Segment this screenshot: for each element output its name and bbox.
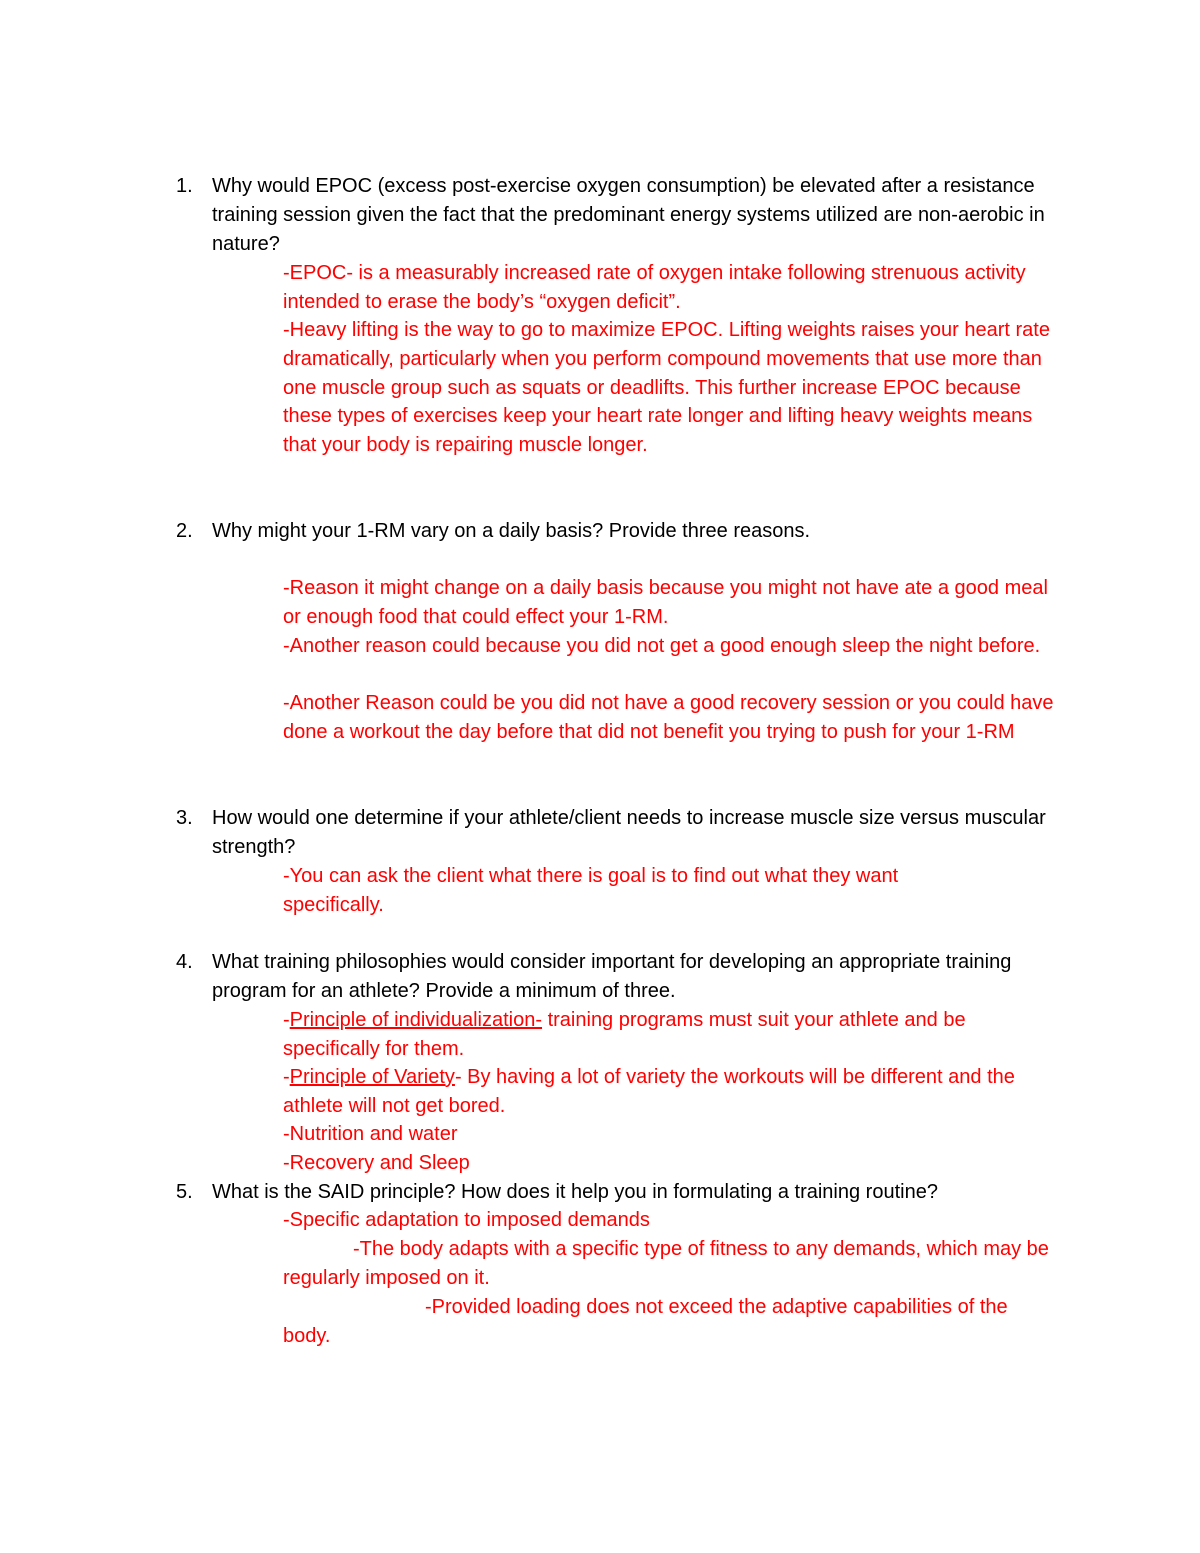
answer-paragraph (283, 1063, 1058, 1121)
answer-paragraph: -You can ask the client what there is goal is to find out what they want specifically. (283, 865, 899, 916)
answer-paragraph: -EPOC- is a measurably increased rate of oxygen intake following strenuous activity intended to erase the body’s “oxygen deficit”. (283, 262, 1026, 313)
question-number: 3. (176, 807, 193, 829)
principle-term: Principle of individualization- (289, 1009, 543, 1031)
question-text: Why might your 1-RM vary on a daily basis? Provide three reasons. (212, 520, 811, 542)
question-5 (176, 1178, 1072, 1207)
answer-paragraph: -Heavy lifting is the way to go to maximize EPOC. Lifting weights raises your heart rate dramatically, particularly when you perform compound movements that use more than one muscle group such as squats or deadlifts. This further increase EPOC because these types of exercises keep your heart rate longer and lifting heavy weights means that your body is repairing muscle longer. (283, 319, 1050, 457)
question-text: Why would EPOC (excess post-exercise oxygen consumption) be elevated after a resistance training session given the fact that the predominant energy systems utilized are non-aerobic in nature? (212, 175, 1045, 255)
answer-paragraph: -Reason it might change on a daily basis because you might not have ate a good meal or enough food that could effect your 1-RM. (283, 577, 1048, 628)
answer-paragraph: -Another Reason could be you did not have a good recovery session or you could have done a workout the day before that did not benefit you trying to push for your 1-RM (283, 692, 1054, 743)
question-number: 4. (176, 951, 193, 973)
question-text: How would one determine if your athlete/client needs to increase muscle size versus muscular strength? (212, 807, 1046, 858)
question-1 (176, 172, 1072, 258)
answer-paragraph (283, 1006, 1058, 1064)
answer-paragraph: -Provided loading does not exceed the adaptive capabilities of the body. (283, 1296, 1008, 1347)
answer-paragraph: -The body adapts with a specific type of fitness to any demands, which may be regularly imposed on it. (283, 1238, 1049, 1289)
question-2 (176, 517, 1072, 546)
question-number: 1. (176, 175, 193, 197)
answer-rest: training programs must suit your athlete and be specifically for them. (283, 1009, 966, 1060)
question-text: What is the SAID principle? How does it help you in formulating a training routine? (212, 1181, 938, 1203)
answer-paragraph: -Another reason could because you did not get a good enough sleep the night before. (283, 635, 1041, 657)
question-number: 5. (176, 1181, 193, 1203)
answer-dash: - (283, 1009, 290, 1031)
question-text: What training philosophies would consider important for developing an appropriate training program for an athlete? Provide a minimum of three. (212, 951, 1012, 1002)
answer-paragraph: -Recovery and Sleep (283, 1152, 470, 1174)
question-3 (176, 804, 1072, 862)
principle-term: Principle of Variety (289, 1066, 455, 1088)
question-4 (176, 948, 1072, 1006)
answer-paragraph: -Specific adaptation to imposed demands (283, 1209, 650, 1231)
question-number: 2. (176, 520, 193, 542)
answer-paragraph: -Nutrition and water (283, 1123, 458, 1145)
answer-dash: - (283, 1066, 290, 1088)
answer-rest: - By having a lot of variety the workouts will be different and the athlete will not get bored. (283, 1066, 1015, 1117)
